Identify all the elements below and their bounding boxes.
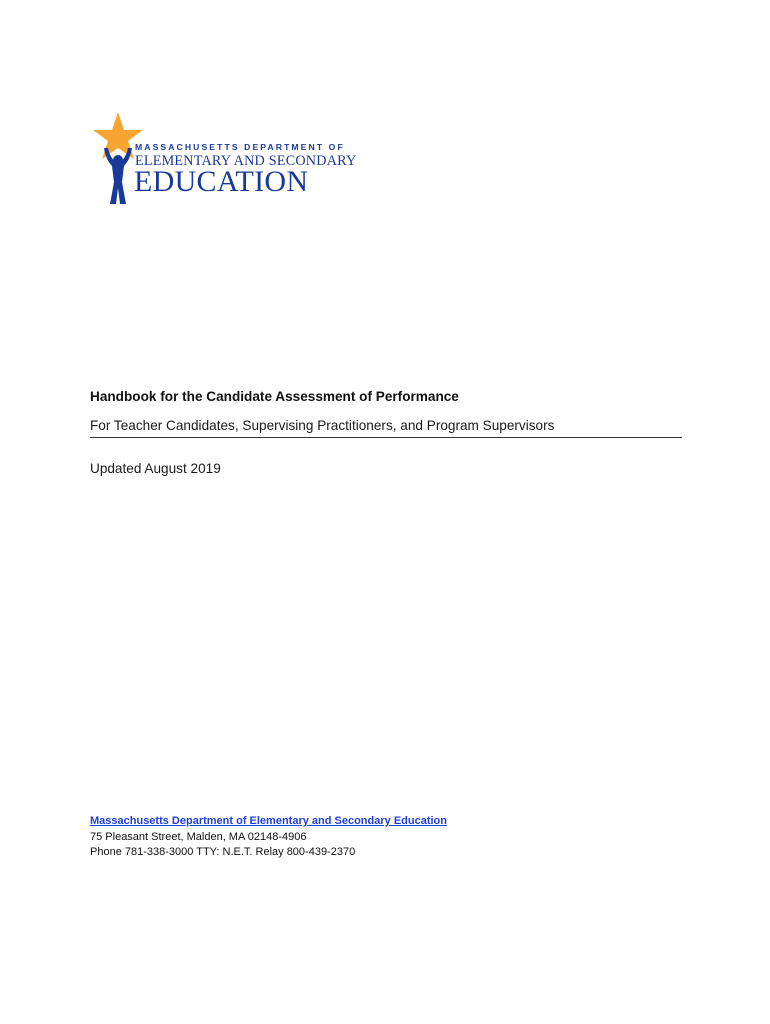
document-title: Handbook for the Candidate Assessment of Performance (90, 389, 459, 404)
logo-line-elementary: ELEMENTARY AND SECONDARY (135, 153, 357, 169)
person-figure-icon (104, 148, 132, 204)
address-line: 75 Pleasant Street, Malden, MA 02148-4906 (90, 830, 307, 843)
title-divider (90, 437, 682, 438)
contact-footer (90, 814, 447, 861)
phone-line: Phone 781-338-3000 TTY: N.E.T. Relay 800-439-2370 (90, 846, 356, 858)
updated-date: Updated August 2019 (90, 461, 221, 476)
document-subtitle: For Teacher Candidates, Supervising Practitioners, and Program Supervisors (90, 418, 555, 433)
logo-line-education: EDUCATION (134, 165, 309, 198)
organization-link[interactable]: Massachusetts Department of Elementary and Secondary Education (90, 815, 447, 827)
logo-line-department: MASSACHUSETTS DEPARTMENT OF (135, 142, 345, 152)
department-logo (90, 108, 357, 210)
